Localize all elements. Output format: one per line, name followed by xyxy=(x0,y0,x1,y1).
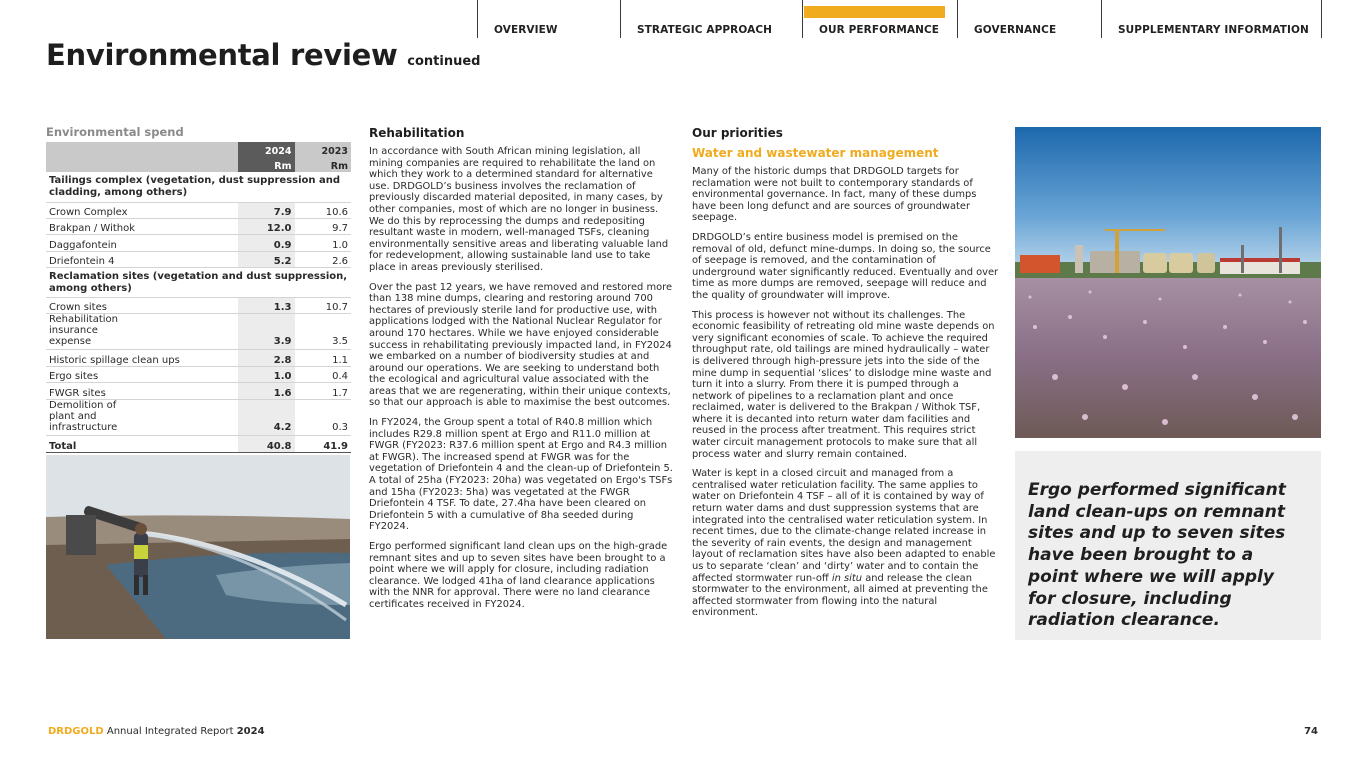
nav-strategic-approach[interactable] xyxy=(620,0,802,38)
value-2023: 0.4 xyxy=(295,366,352,382)
value-2024: 1.6 xyxy=(238,383,294,399)
row-label: Demolition of plant and infrastructure xyxy=(46,399,238,435)
section-reclamation-sites: Reclamation sites (vegetation and dust suppression, among others) xyxy=(46,268,351,298)
table-header-units xyxy=(46,157,351,172)
priorities-paragraph xyxy=(692,468,1000,619)
total-label: Total xyxy=(46,435,238,452)
value-2024: 5.2 xyxy=(238,251,294,267)
hydraulic-mining-illustration xyxy=(46,455,350,639)
table-row xyxy=(46,298,351,314)
row-label: Rehabilitation insurance expense xyxy=(46,314,238,350)
rehabilitation-paragraph: In FY2024, the Group spent a total of R40.8 million which includes R29.8 million spent at Ergo and R11.0 million at FWGR (FY2023: R37.6 million spent at Ergo and R4.3 million at FWGR). The increased spend at FWGR was for the vegetation of Driefontein 4 and the clean-up of Driefontein 5. A total of 25ha (FY2023: 20ha) was vegetated on Ergo's TSFs and 15ha (FY2023: 5ha) was vegetated at the FWGR Driefontein 4 TSF. To date, 27.4ha have been cleared on Driefontein 5 with a cumulative of 8ha seeded during FY2024. xyxy=(369,417,673,533)
value-2024: 0.9 xyxy=(238,235,294,251)
nav-our-performance-label: OUR PERFORMANCE xyxy=(819,24,940,36)
nav-overview[interactable] xyxy=(477,0,620,38)
value-2023: 3.5 xyxy=(295,314,352,350)
page-number: 74 xyxy=(1304,726,1318,737)
footer xyxy=(48,726,265,737)
value-2023: 0.3 xyxy=(295,399,352,435)
pull-quote-text: Ergo performed significant land clean-ups on remnant sites and up to seven sites have been brought to a point where we will apply for closure, including radiation clearance. xyxy=(1028,480,1286,631)
rehabilitation-heading: Rehabilitation xyxy=(369,126,465,140)
value-2023: 1.7 xyxy=(295,383,352,399)
hydraulic-mining-photo xyxy=(46,455,350,639)
row-label: Crown sites xyxy=(46,298,238,314)
nav-supplementary-information[interactable] xyxy=(1101,0,1321,38)
unit-2023: Rm xyxy=(295,157,352,172)
unit-2024: Rm xyxy=(238,157,294,172)
page-title-suffix: continued xyxy=(407,54,481,69)
table-row xyxy=(46,218,351,234)
value-2024: 12.0 xyxy=(238,218,294,234)
value-2024: 4.2 xyxy=(238,399,294,435)
value-2023: 1.0 xyxy=(295,235,352,251)
table-row xyxy=(46,251,351,267)
priorities-paragraph: DRDGOLD’s entire business model is premised on the removal of old, defunct mine-dumps. In doing so, the source of seepage is removed, and the contamination of underground water significantly reduced. Eventually and over time as more dumps are removed, seepage will reduce and the quality of groundwater will improve. xyxy=(692,231,999,301)
environmental-spend-table xyxy=(46,142,351,453)
total-2024: 40.8 xyxy=(238,435,294,452)
table-row xyxy=(46,235,351,251)
value-2023: 10.7 xyxy=(295,298,352,314)
row-label: Brakpan / Withok xyxy=(46,218,238,234)
rehabilitation-paragraph: Ergo performed significant land clean ups on the high-grade remnant sites and up to seven sites have been brought to a point where we will apply for closure, including radiation clearance. We lodged 41ha of land clearance applications with the NNR for approval. There were no land clearance certificates received in FY2024. xyxy=(369,541,668,610)
row-label: FWGR sites xyxy=(46,383,238,399)
top-nav xyxy=(477,0,1322,38)
nav-divider xyxy=(1321,0,1322,38)
active-tab-indicator xyxy=(804,6,945,18)
table-row xyxy=(46,383,351,399)
value-2024: 7.9 xyxy=(238,202,294,218)
value-2023: 9.7 xyxy=(295,218,352,234)
priorities-text: Water is kept in a closed circuit and managed from a centralised water reticulation facility. The same applies to water on Driefontein 4 TSF – all of it is contained by way of return water dams and dust suppression systems that are integrated into the centralised water reticulation system. In recent times, due to the climate-change related increase in the severity of rain events, the design and management layout of reclamation sites have also been adapted to enable us to separate ‘clean’ and ‘dirty’ water and to contain the affected stormwater run-off xyxy=(692,468,996,584)
table-row xyxy=(46,366,351,382)
table-header-years xyxy=(46,142,351,157)
priorities-paragraph: This process is however not without its challenges. The economic feasibility of retreating old mine waste depends on very significant economies of scale. To achieve the required throughput rate, old tailings are mined hydraulically – water is delivered through high-pressure jets into the side of the mine dump in sequential ‘slices’ to dislodge mine waste and turn it into a slurry. From there it is pumped through a network of pipelines to a reclamation plant and once reclaimed, water is delivered to the Brakpan / Withok TSF, where it is decanted into return water dam facilities and reused in the process after treatment. This requires strict water circuit management protocols to make sure that all process water and slurry remain contained. xyxy=(692,309,995,460)
table-row xyxy=(46,202,351,218)
header-2023: 2023 xyxy=(295,142,352,157)
total-2023: 41.9 xyxy=(295,435,352,452)
table-total-row xyxy=(46,435,351,452)
footer-year: 2024 xyxy=(236,726,265,737)
value-2024: 2.8 xyxy=(238,350,294,366)
section-tailings-complex: Tailings complex (vegetation, dust suppression and cladding, among others) xyxy=(46,172,351,202)
nav-strategic-approach-label: STRATEGIC APPROACH xyxy=(637,24,773,36)
spend-table-title: Environmental spend xyxy=(46,125,184,139)
priorities-text: and release the clean stormwater to the environment, all aimed at preventing the affected stormwater from flowing into the natural environment. xyxy=(692,572,988,619)
pull-quote-box xyxy=(1015,451,1321,640)
plant-field-illustration xyxy=(1015,127,1321,438)
nav-overview-label: OVERVIEW xyxy=(494,24,558,36)
priorities-paragraph: Many of the historic dumps that DRDGOLD targets for reclamation were not built to contemporary standards of environmental governance. In fact, many of these dumps have been long defunct and are sources of groundwater seepage. xyxy=(692,166,977,224)
header-blank xyxy=(46,142,238,157)
row-label: Crown Complex xyxy=(46,202,238,218)
table-row xyxy=(46,399,351,435)
rehabilitation-paragraph: In accordance with South African mining legislation, all mining companies are required to rehabilitate the land on which they work to a determined standard for alternative use. DRDGOLD’s business involves the reclamation of previously discarded material deposited, in many cases, by other companies, most of which are no longer in business. We do this by reprocessing the dumps and redepositing resultant waste in modern, well-managed TSFs, cleaning environmentally sensitive areas and liberating valuable land for redevelopment, allowing sustainable land use to take place in areas previously sterilised. xyxy=(369,146,669,273)
row-label: Ergo sites xyxy=(46,366,238,382)
plant-flower-field-photo xyxy=(1015,127,1321,438)
row-label: Historic spillage clean ups xyxy=(46,350,238,366)
footer-report-name: Annual Integrated Report xyxy=(106,726,234,737)
section-row xyxy=(46,172,351,202)
row-label: Daggafontein xyxy=(46,235,238,251)
page-title xyxy=(46,38,480,72)
table-row xyxy=(46,314,351,350)
value-2024: 1.0 xyxy=(238,366,294,382)
table-row xyxy=(46,350,351,366)
page-title-text: Environmental review xyxy=(46,38,398,72)
nav-our-performance[interactable] xyxy=(802,0,957,38)
header-blank xyxy=(46,157,238,172)
header-2024: 2024 xyxy=(238,142,294,157)
row-label: Driefontein 4 xyxy=(46,251,238,267)
nav-supplementary-information-label: SUPPLEMENTARY INFORMATION xyxy=(1118,24,1309,36)
rehabilitation-paragraph: Over the past 12 years, we have removed and restored more than 138 mine dumps, clearing and restoring around 700 hectares of previously sterile land for productive use, with applications lodged with the National Nuclear Regulator for around 170 hectares. While we have enjoyed considerable success in rehabilitating previously impacted land, in FY2024 we embarked on a number of biodiversity studies at and around our operations. We are seeking to understand both the ecological and agricultural value associated with the areas that we are regenerating, within their unique contexts, so that our approach is able to maximise the best outcomes. xyxy=(369,281,673,409)
footer-brand: DRDGOLD xyxy=(48,726,104,737)
value-2023: 10.6 xyxy=(295,202,352,218)
value-2024: 3.9 xyxy=(238,314,294,350)
priorities-heading: Our priorities xyxy=(692,126,783,140)
value-2023: 2.6 xyxy=(295,251,352,267)
water-management-subheading: Water and wastewater management xyxy=(692,146,939,160)
nav-governance-label: GOVERNANCE xyxy=(974,24,1057,36)
section-row xyxy=(46,268,351,298)
value-2024: 1.3 xyxy=(238,298,294,314)
rehabilitation-section xyxy=(369,126,676,619)
value-2023: 1.1 xyxy=(295,350,352,366)
in-situ-text: in situ xyxy=(831,572,863,584)
nav-governance[interactable] xyxy=(957,0,1101,38)
priorities-section xyxy=(692,126,1000,627)
